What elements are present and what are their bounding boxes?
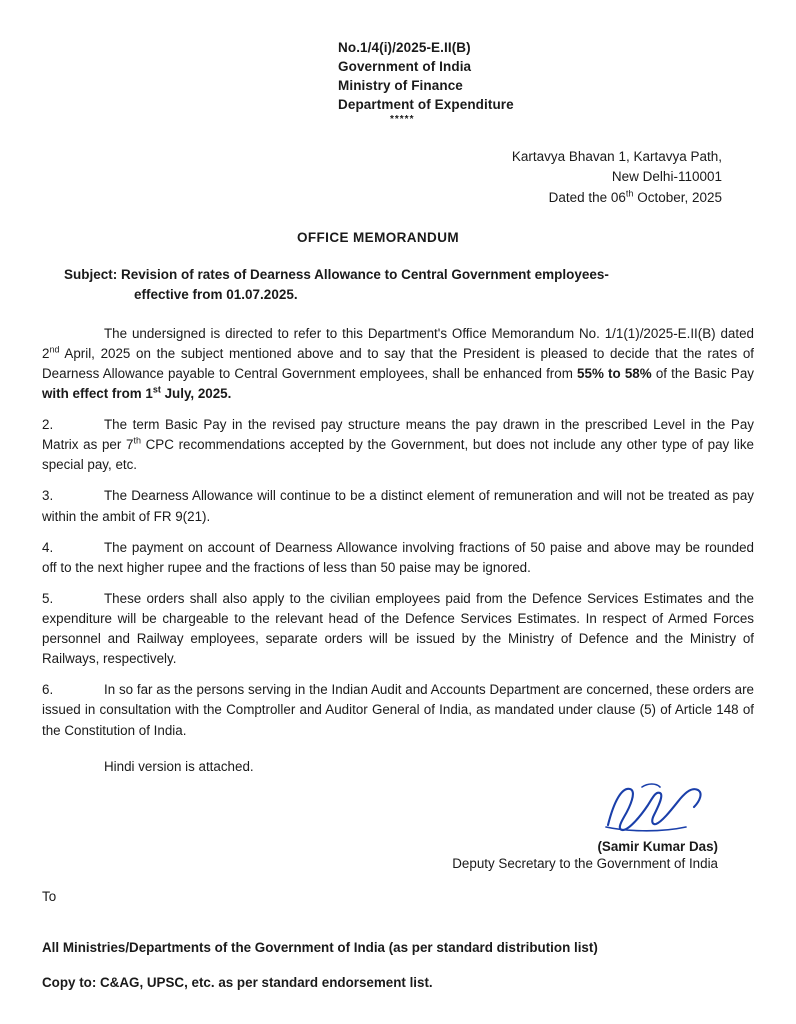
p5-number: 5. bbox=[42, 590, 54, 606]
p1-effect-date-end: July, 2025. bbox=[160, 386, 232, 401]
document-body bbox=[42, 324, 754, 777]
subject-text-1: Revision of rates of Dearness Allowance to Central Government employees- bbox=[121, 267, 609, 283]
paragraph-1 bbox=[42, 324, 754, 404]
address-line-2: New Delhi-110001 bbox=[611, 169, 722, 185]
date-suffix: October, 2025 bbox=[633, 189, 722, 205]
page-title: OFFICE MEMORANDUM bbox=[296, 230, 460, 246]
date-line bbox=[42, 188, 722, 209]
paragraph-5 bbox=[42, 589, 754, 669]
p1-text-c: of the Basic Pay bbox=[651, 365, 754, 381]
p1-effect-date: with effect from 1 bbox=[42, 386, 153, 401]
p1-text-a: The undersigned is directed to refer to this Department's Office Memorandum No. 1/1(1)/2025-E.II(B) dated 2 bbox=[42, 325, 754, 361]
p4-number: 4. bbox=[42, 539, 54, 555]
signatory-name: (Samir Kumar Das) bbox=[597, 838, 718, 854]
signatory-designation: Deputy Secretary to the Government of India bbox=[452, 855, 718, 871]
p3-number: 3. bbox=[42, 488, 54, 504]
p6-number: 6. bbox=[42, 682, 54, 698]
subject-line bbox=[42, 265, 754, 306]
paragraph-4 bbox=[42, 538, 754, 578]
ministry-name: Ministry of Finance bbox=[338, 78, 463, 94]
p4-text: The payment on account of Dearness Allowance involving fractions of 50 paise and above may be rounded off to the next higher rupee and the fractions of less than 50 paise may be ignored. bbox=[42, 539, 754, 575]
signature-block bbox=[42, 785, 754, 871]
p1-ordinal-a: nd bbox=[49, 344, 60, 355]
p1-text-b: April, 2025 on the subject mentioned above and to say that the President is pleased to decide that the rates of Dearness Allowance payable to Central Government employees, shall be enhanced from bbox=[42, 345, 754, 381]
p2-ordinal: th bbox=[133, 435, 141, 446]
date-ordinal: th bbox=[625, 188, 634, 199]
department-name: Department of Expenditure bbox=[338, 97, 514, 113]
subject-label: Subject: bbox=[64, 267, 118, 283]
p6-text: In so far as the persons serving in the Indian Audit and Accounts Department are concerned, these orders are issued in consultation with the Comptroller and Auditor General of India, as mandated under clause (5) of Article 148 of the Constitution of India. bbox=[42, 682, 754, 738]
paragraph-3 bbox=[42, 486, 754, 526]
distribution-list: All Ministries/Departments of the Government of India (as per standard distribution list) bbox=[42, 939, 598, 955]
p5-text: These orders shall also apply to the civilian employees paid from the Defence Services Estimates and the expenditure will be chargeable to the relevant head of the Defence Services Estimates. In respect of Armed Forces personnel and Railway employees, separate orders will be issued by the Ministry of Defence and the Ministry of Railways, respectively. bbox=[42, 590, 754, 667]
letterhead bbox=[338, 38, 754, 115]
government-name: Government of India bbox=[338, 59, 472, 75]
p3-text: The Dearness Allowance will continue to be a distinct element of remuneration and will not be treated as pay within the ambit of FR 9(21). bbox=[42, 488, 754, 524]
hindi-version-note: Hindi version is attached. bbox=[104, 758, 254, 774]
handwritten-signature-icon bbox=[600, 781, 710, 839]
p1-da-rates: 55% to 58% bbox=[577, 365, 652, 381]
copy-to-list: Copy to: C&AG, UPSC, etc. as per standard endorsement list. bbox=[42, 974, 433, 990]
file-number: No.1/4(i)/2025-E.II(B) bbox=[338, 40, 471, 55]
date-prefix: Dated the 06 bbox=[548, 189, 626, 205]
paragraph-6 bbox=[42, 680, 754, 740]
p2-number: 2. bbox=[42, 417, 54, 433]
address-line-1: Kartavya Bhavan 1, Kartavya Path, bbox=[511, 148, 722, 164]
p1-ordinal-b: st bbox=[152, 384, 161, 395]
to-label: To bbox=[42, 888, 57, 904]
p2-text-a: The term Basic Pay in the revised pay structure means the pay drawn in the prescribed Level in the Pay Matrix as per 7 bbox=[42, 417, 754, 453]
p2-text-b: CPC recommendations accepted by the Government, but does not include any other type of pay like special pay, etc. bbox=[42, 437, 754, 473]
subject-text-2: effective from 01.07.2025. bbox=[134, 287, 298, 303]
star-separator: ***** bbox=[390, 113, 415, 125]
paragraph-2 bbox=[42, 415, 754, 475]
address-block bbox=[42, 147, 754, 209]
